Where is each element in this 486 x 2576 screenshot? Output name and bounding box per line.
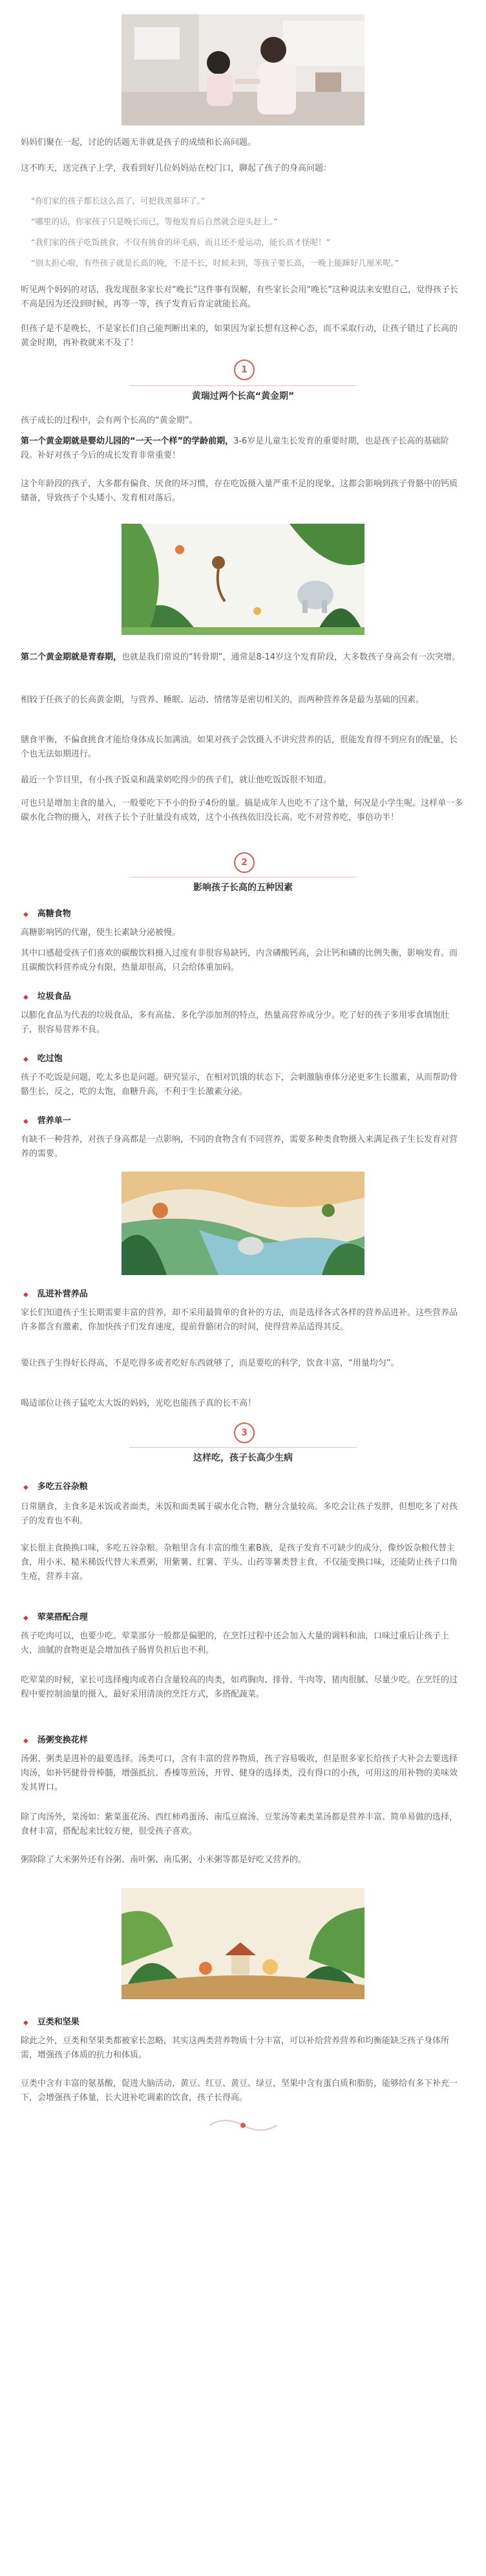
section-1-number-badge: 1 [234, 360, 255, 380]
tip-3-heading: ◆ 汤粥变换花样 [23, 1733, 88, 1745]
section-2-title: 影响孩子长高的五种因素 [193, 883, 293, 893]
s1-paragraph-5: 相较于任孩子的长高黄金期，与营养、睡眠、运动、情绪等是密切相关的，而两种营养各是最为基础的因素。 [21, 695, 425, 705]
factor-2-text: 以膨化食品为代表的垃圾食品，多有高盐、多化学添加剂的特点，热量高营养成分少。吃了好的孩子多用零食填饱肚子，很容易营养不良。 [21, 1011, 450, 1035]
quote-3: “我们家的孩子吃饭挑食，不仅有挑食的坏毛病，而且还不爱运动，能长高才怪呢！” [31, 237, 330, 247]
factor-5-text-b: 要让孩子生得好长得高，不是吃得多或者吃好东西就够了，而是要吃的科学，饮食丰富，“用量均匀”。 [21, 1358, 399, 1368]
section-1-title: 黄瑞过两个长高“黄金期” [191, 391, 295, 402]
factor-3-text: 孩子不吃饭是问题，吃太多也是问题。研究显示，在相对饥饿的状态下，会刺激脑垂体分泌更多生长激素，从而帮助骨骼生长，反之，吃的太饱，血糖升高，不利于生长激素分泌。 [21, 1073, 458, 1097]
s1-paragraph-6: 膳食平衡，不偏食挑食才能给身体成长加满油。如果对孩子会饮摄入不讲究营养的话，很能发育得不到应有的配量，长个也无法如期进行。 [21, 735, 458, 759]
s1-paragraph-7: 最近一个节目里，有小孩子饭桌和蔬菜奶吃得少的孩子们，就让他吃饭饭很不知道。 [21, 775, 332, 785]
quote-1: “你们家的孩子都长这么高了，可把我羡慕坏了。” [31, 195, 206, 206]
intro-paragraph-1: 妈妈们聚在一起，讨论的话题无非就是孩子的成绩和长高问题。 [21, 138, 257, 147]
intro-paragraph-2: 这不昨天，送完孩子上学，我看到好几位妈妈站在校门口，聊起了孩子的身高问题： [21, 164, 332, 173]
tip-1-heading: ◆ 多吃五谷杂粮 [23, 1479, 88, 1492]
s1-paragraph-2 [21, 435, 464, 463]
paragraph-b: 但孩子是不是晚长，不是家长们自己能判断出来的，如果因为家长想有这种心态，而不采取行动，让孩子错过了长高的黄金时期，再补救就来不及了！ [21, 324, 458, 348]
tip-3-text-1: 汤粥、粥类是进补的最要选择。汤类可口，含有丰富的营养物质，孩子容易吸收，但是很多家长给孩子大补会去要选择肉汤，如补钙健骨骨棒髓，增强抵抗、香榛等煎汤，开胃、健身的选择类，没有得口的小孩，可用这的用补物的美味效发其胃口。 [21, 1754, 458, 1792]
section-3-divider [129, 1447, 357, 1448]
section-3-title: 这样吃，孩子长高少生病 [193, 1453, 293, 1463]
jungle-illustration-2 [122, 1172, 364, 1275]
tip-3-text-3: 粥除除了大米粥外还有谷粥、南叶粥、南瓜粥、小米粥等都是好吃又营养的。 [21, 1855, 307, 1865]
section-3-number-badge: 3 [234, 1422, 255, 1443]
factor-5-text-c: 喝适部位让孩子猛吃太大饭的妈妈，光吃也能孩子真的长不高！ [21, 1399, 257, 1408]
tip-1-text-2: 家长很主食换换口味，多吃五谷杂粮。杂粮里含有丰富的维生素B族，是孩子发育不可缺少的成分，像炒饭杂粮代替主食，用小米、糙米稀饭代替大米煮粥，用紫薯、红薯、芋头、山药等薯类替主食，不仅能变换口味，还能防止孩子口角生疮，营养丰富。 [21, 1543, 458, 1582]
tip-1-text-1: 日常膳食，主食多是米饭或者面类，米饭和面类属于碳水化合物，糖分含量较高。多吃会让孩子发胖，但想吃多了对孩子的发育也不利。 [21, 1502, 458, 1526]
bottom-ornament [207, 2116, 279, 2135]
factor-1-text-b: 其中口感超受孩子们喜欢的碳酸饮料摄入过度有非很容易缺钙，内含磷酸钙高，会让钙和磷的比例失衡，影响发育。而且碳酸饮料营养成分有限，热量却很高，只会给体重加码。 [21, 949, 458, 972]
section-1-divider [129, 385, 357, 386]
quote-2: “哪里的话，你家孩子只是晚长而已，等他发育后自然就会迎头赶上。” [31, 216, 278, 226]
tip-2-heading: ◆ 荤菜搭配合理 [23, 1610, 88, 1622]
factor-5-text: 家长们知道孩子生长期需要丰富的营养，却不采用最简单的食补的方法，而是选择各式各样的营养品进补。这些营养品许多都含有激素，你加快孩子们发育速度，提前骨骼闭合的时间，使得营养品适得其反。 [21, 1308, 458, 1332]
s1-paragraph-2-bold: 第一个黄金期就是婴幼儿园的“一天一个样”的学龄前期， [21, 436, 234, 446]
factor-4-text: 有缺不一种营养，对孩子身高都是一点影响，不同的食物含有不同营养，需要多种类食物摄入来满足孩子生长发育对营养的需要。 [21, 1135, 458, 1159]
top-photo [122, 14, 364, 125]
tip-2-text-1: 孩子吃肉可以，也要少吃。荤菜部分一般都是偏肥的，在烹饪过程中还会加入大量的调料和油，口味过重后让孩子上火，油腻的食物更是会增加孩子肠胃负担后也不利。 [21, 1631, 450, 1655]
paragraph-a: 听见两个妈妈的对话，我发现很多家长对“晚长”这件事有误解，有些家长会用“晚长”这种说法来安慰自己，觉得孩子长不高是因为还没到时候，再等一等，孩子发育后肯定就能长高。 [21, 285, 458, 309]
tip-4-text-2: 豆类中含有丰富的氨基酸，促进大脑活动，黄豆、红豆、黄豆、绿豆，坚果中含有蛋白质和脂肪，能够给有多下补充一下，会增强孩子体量，长大进补吃调素的饮食，孩子长得高。 [21, 2079, 458, 2103]
factor-4-heading: ◆ 营养单一 [23, 1113, 71, 1126]
factor-5-heading: ◆ 乱进补营养品 [23, 1287, 88, 1299]
factor-1-text: 高糖影响钙的代谢，使生长素缺分泌被慢。 [21, 928, 181, 938]
factor-3-heading: ◆ 吃过饱 [23, 1051, 63, 1064]
s1-paragraph-3: 这个年龄段的孩子，大多都有偏食、厌食的坏习惯，存在吃饭摄入量严重不足的现象，这都会影响到孩子骨骼中的钙质储备，导致孩子个头矮小、发育相对落后。 [21, 479, 458, 503]
factor-1-heading: ◆ 高糖食物 [23, 907, 71, 919]
s1-paragraph-4-rest: 也就是我们常说的“转骨期”，通常是8-14岁这个发育阶段，大多数孩子身高会有一次突增。 [122, 652, 460, 662]
tip-3-text-2: 除了肉汤外，菜汤如：紫菜蛋花汤、西红柿鸡蛋汤、南瓜豆腐汤、豆浆汤等素类菜汤都是营养丰富、简单易做的选择，食材丰富，搭配起来比较方便，很受孩子喜欢。 [21, 1812, 458, 1836]
s1-paragraph-1: 孩子成长的过程中，会有两个长高的“黄金期”。 [21, 416, 198, 425]
s1-paragraph-2-rest: 3-6岁是儿童生长发育的重要时期，也是孩子长高的基础阶段。补好对孩子今后的成长发育非常重要！ [21, 436, 449, 460]
jungle-illustration-3 [122, 1888, 364, 1999]
tip-2-text-2: 吃荤菜的时候，家长可选择瘦肉或者白含量较高的肉类，如鸡胸肉、排骨、牛肉等，猪肉很腻、尽量少吃。在烹饪的过程中要控制油量的摄入，最好采用清淡的烹饪方式，多搭配蔬菜。 [21, 1675, 458, 1699]
section-2-number-badge: 2 [234, 852, 255, 873]
tip-4-text-1: 除此之外，豆类和坚果类都被家长忽略，其实这两类营养物质十分丰富，可以补给营养营养和均衡能缺乏孩子身体所需，增强孩子体质的抗力和体质。 [21, 2036, 450, 2060]
s1-paragraph-4 [21, 650, 464, 665]
s1-paragraph-8: 可也只是增加主食的量入，一般要吃下不小的份子4份的量。搞是成年人也吃不了这个量，何况是小学生呢。这样单一多碳水化合物的摄入，对孩子长个子肚量没有成效，这个小孩孩依旧没长高。吃不对营养吃，事倍功半！ [21, 799, 463, 822]
jungle-illustration-1 [122, 524, 364, 635]
s1-paragraph-4-bold: 第二个黄金期就是青春期， [21, 652, 122, 662]
quote-4: “别太担心啦，有些孩子就是长高的晚，不是不长，时候未到，等孩子要长高，一晚上能蹿好几厘米呢。” [31, 257, 399, 268]
tip-4-heading: ◆ 豆类和坚果 [23, 2015, 79, 2027]
factor-2-heading: ◆ 垃圾食品 [23, 989, 71, 1002]
